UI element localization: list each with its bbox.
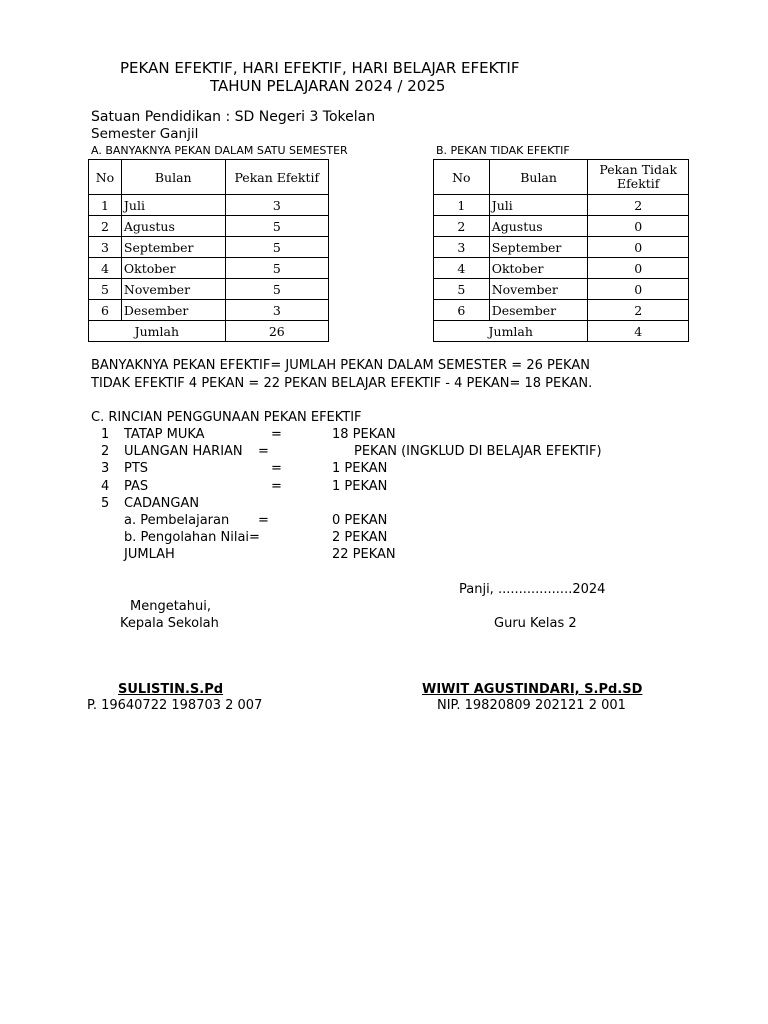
item-no: 3 — [101, 461, 110, 476]
place-date: Panji, ..................2024 — [459, 582, 606, 597]
signer-right-nip: NIP. 19820809 202121 2 001 — [437, 698, 626, 713]
signer-left-name: SULISTIN.S.Pd — [118, 682, 224, 697]
sub-a-eq: = — [258, 513, 269, 528]
jumlah-label: JUMLAH — [124, 547, 175, 562]
row-value: 0 — [588, 237, 689, 258]
row-bulan: Agustus — [489, 216, 588, 237]
kepala-sekolah-label: Kepala Sekolah — [120, 616, 219, 631]
row-value: 5 — [225, 258, 328, 279]
jumlah-value: 22 PEKAN — [332, 547, 396, 562]
row-bulan: Agustus — [121, 216, 225, 237]
table-total-row — [434, 321, 689, 342]
row-no: 1 — [434, 195, 490, 216]
item-value: PEKAN (INGKLUD DI BELAJAR EFEKTIF) — [354, 444, 602, 459]
table-row — [89, 258, 329, 279]
row-bulan: Desember — [489, 300, 588, 321]
item-eq: = — [271, 461, 282, 476]
row-bulan: Oktober — [489, 258, 588, 279]
table-row — [89, 195, 329, 216]
total-value: 26 — [225, 321, 328, 342]
row-value: 2 — [588, 195, 689, 216]
row-value: 5 — [225, 279, 328, 300]
header-line-1: Pekan Tidak — [599, 162, 678, 177]
row-value: 0 — [588, 216, 689, 237]
row-bulan: November — [489, 279, 588, 300]
table-b — [433, 159, 689, 342]
header-no: No — [434, 160, 490, 195]
item-value: 18 PEKAN — [332, 427, 396, 442]
header-pekan-tidak-efektif — [588, 160, 689, 195]
row-no: 1 — [89, 195, 122, 216]
rincian-heading: C. RINCIAN PENGGUNAAN PEKAN EFEKTIF — [91, 410, 362, 425]
table-row — [434, 216, 689, 237]
item-value: 1 PEKAN — [332, 461, 388, 476]
total-value: 4 — [588, 321, 689, 342]
total-label: Jumlah — [434, 321, 588, 342]
row-bulan: Oktober — [121, 258, 225, 279]
item-eq: = — [271, 427, 282, 442]
row-no: 3 — [434, 237, 490, 258]
table-a-caption: A. BANYAKNYA PEKAN DALAM SATU SEMESTER — [91, 144, 348, 157]
sub-a-label: a. Pembelajaran — [124, 513, 230, 528]
row-value: 0 — [588, 258, 689, 279]
row-bulan: November — [121, 279, 225, 300]
header-no: No — [89, 160, 122, 195]
signer-left-nip: P. 19640722 198703 2 007 — [87, 698, 263, 713]
semester: Semester Ganjil — [91, 126, 199, 142]
header-bulan: Bulan — [121, 160, 225, 195]
header-bulan: Bulan — [489, 160, 588, 195]
signer-right-name: WIWIT AGUSTINDARI, S.Pd.SD — [422, 682, 643, 697]
table-row — [434, 237, 689, 258]
title-line-2: TAHUN PELAJARAN 2024 / 2025 — [210, 77, 446, 95]
table-row — [89, 300, 329, 321]
sub-a-value: 0 PEKAN — [332, 513, 388, 528]
row-value: 3 — [225, 195, 328, 216]
row-no: 5 — [434, 279, 490, 300]
table-total-row — [89, 321, 329, 342]
summary-line-2: TIDAK EFEKTIF 4 PEKAN = 22 PEKAN BELAJAR EFEKTIF - 4 PEKAN= 18 PEKAN. — [91, 376, 593, 391]
row-bulan: September — [489, 237, 588, 258]
table-row — [434, 279, 689, 300]
row-value: 0 — [588, 279, 689, 300]
guru-kelas-label: Guru Kelas 2 — [494, 616, 577, 631]
row-value: 2 — [588, 300, 689, 321]
row-no: 6 — [434, 300, 490, 321]
table-row — [89, 237, 329, 258]
header-pekan-efektif: Pekan Efektif — [225, 160, 328, 195]
item-label: PAS — [124, 479, 149, 494]
row-value: 5 — [225, 216, 328, 237]
row-no: 6 — [89, 300, 122, 321]
table-row — [89, 279, 329, 300]
row-bulan: Juli — [489, 195, 588, 216]
row-bulan: Desember — [121, 300, 225, 321]
row-value: 5 — [225, 237, 328, 258]
row-no: 4 — [434, 258, 490, 279]
table-row — [434, 300, 689, 321]
item-no: 1 — [101, 427, 110, 442]
item-eq: = — [271, 479, 282, 494]
table-row — [434, 258, 689, 279]
header-line-2: Efektif — [617, 176, 660, 191]
row-no: 3 — [89, 237, 122, 258]
item-label: CADANGAN — [124, 496, 200, 511]
table-b-header — [434, 160, 689, 195]
row-no: 2 — [89, 216, 122, 237]
table-a — [88, 159, 329, 342]
row-value: 3 — [225, 300, 328, 321]
item-label: ULANGAN HARIAN — [124, 444, 243, 459]
item-no: 5 — [101, 496, 110, 511]
item-no: 4 — [101, 479, 110, 494]
table-row — [89, 216, 329, 237]
row-no: 2 — [434, 216, 490, 237]
sub-b-label: b. Pengolahan Nilai= — [124, 530, 260, 545]
mengetahui-label: Mengetahui, — [130, 599, 211, 614]
title-line-1: PEKAN EFEKTIF, HARI EFEKTIF, HARI BELAJAR EFEKTIF — [120, 59, 520, 77]
table-a-header — [89, 160, 329, 195]
row-bulan: Juli — [121, 195, 225, 216]
table-b-caption: B. PEKAN TIDAK EFEKTIF — [436, 144, 570, 157]
item-value: 1 PEKAN — [332, 479, 388, 494]
total-label: Jumlah — [89, 321, 226, 342]
item-eq: = — [258, 444, 269, 459]
sub-b-value: 2 PEKAN — [332, 530, 388, 545]
row-bulan: September — [121, 237, 225, 258]
row-no: 5 — [89, 279, 122, 300]
item-label: PTS — [124, 461, 149, 476]
summary-line-1: BANYAKNYA PEKAN EFEKTIF= JUMLAH PEKAN DALAM SEMESTER = 26 PEKAN — [91, 358, 590, 373]
row-no: 4 — [89, 258, 122, 279]
item-label: TATAP MUKA — [124, 427, 205, 442]
satuan-pendidikan: Satuan Pendidikan : SD Negeri 3 Tokelan — [91, 109, 376, 125]
item-no: 2 — [101, 444, 110, 459]
table-row — [434, 195, 689, 216]
